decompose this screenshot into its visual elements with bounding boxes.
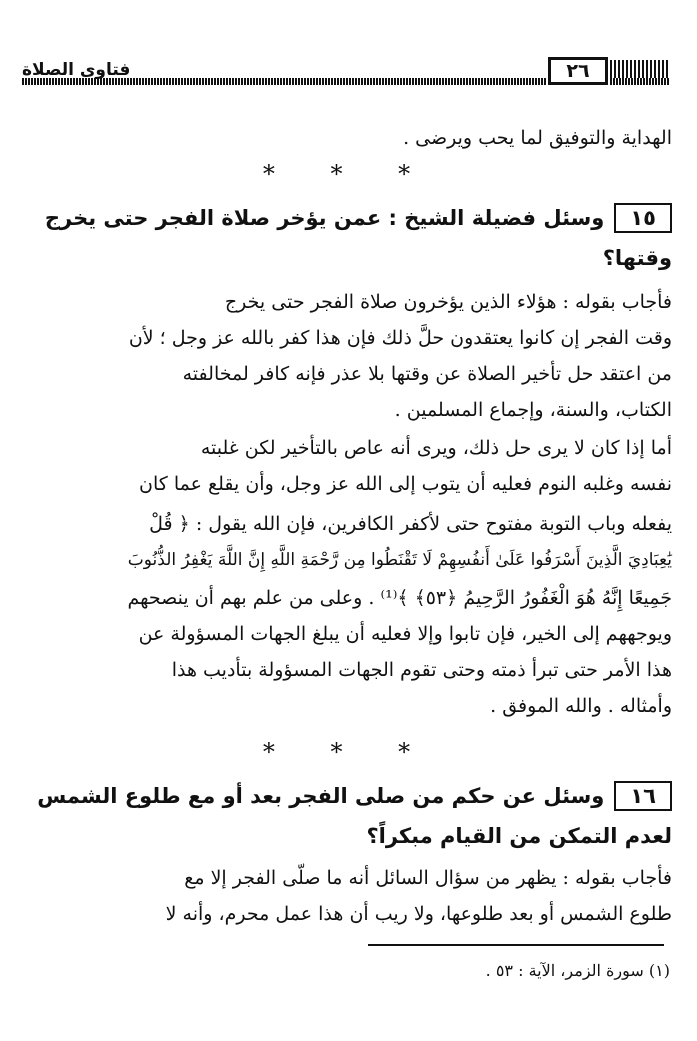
question-title-cont: وقتها؟ xyxy=(602,246,672,270)
question-number-box: ١٥ xyxy=(614,203,672,233)
answer-line: طلوع الشمس أو بعد طلوعها، ولا ريب أن هذا عمل محرم، وأنه لا xyxy=(165,903,672,925)
quran-verse-line: يَٰعِبَادِيَ الَّذِينَ أَسْرَفُوا عَلَىٰ أَنفُسِهِمْ لَا تَقْنَطُوا مِن رَّحْمَةِ اللَّهِ إِنَّ اللَّهَ يَغْفِرُ الذُّنُوبَ xyxy=(127,550,672,570)
section-separator: * * * xyxy=(262,738,435,766)
question-15-heading xyxy=(42,200,672,236)
answer-line: جَمِيعًا إِنَّهُ هُوَ الْغَفُورُ الرَّحِيمُ ﴿٥٣﴾ ﴾⁽¹⁾ . وعلى من علم بهم أن ينصحهم xyxy=(127,587,672,609)
answer-line: من اعتقد حل تأخير الصلاة عن وقتها بلا عذر فإنه كافر لمخالفته xyxy=(182,363,672,385)
answer-line: أما إذا كان لا يرى حل ذلك، ويرى أنه عاص بالتأخير لكن غلبته xyxy=(200,437,672,459)
question-number-box: ١٦ xyxy=(614,781,672,811)
answer-line: ويوجههم إلى الخير، فإن تابوا وإلا فعليه أن يبلغ الجهات المسؤولة عن xyxy=(138,623,672,645)
answer-line: هذا الأمر حتى تبرأ ذمته وحتى تقوم الجهات المسؤولة بتأديب هذا xyxy=(171,659,672,681)
footnote-rule xyxy=(368,944,664,946)
answer-line: وقت الفجر إن كانوا يعتقدون حلَّ ذلك فإن هذا كفر بالله عز وجل ؛ لأن xyxy=(128,327,672,349)
answer-line: نفسه وغلبه النوم فعليه أن يتوب إلى الله عز وجل، وأن يقلع عما كان xyxy=(139,473,672,495)
answer-line: فأجاب بقوله : هؤلاء الذين يؤخرون صلاة الفجر حتى يخرج xyxy=(224,291,672,313)
question-title-cont: لعدم التمكن من القيام مبكراً؟ xyxy=(366,824,672,848)
running-book-title: فتاوى الصلاة xyxy=(22,60,131,80)
answer-line: الكتاب، والسنة، وإجماع المسلمين . xyxy=(394,399,672,421)
body-line: الهداية والتوفيق لما يحب ويرضى . xyxy=(403,127,672,149)
header-rule-right xyxy=(610,78,670,85)
footnote: (١) سورة الزمر، الآية : ٥٣ . xyxy=(485,961,670,980)
question-16-heading xyxy=(37,778,672,814)
answer-line: يفعله وباب التوبة مفتوح حتى لأكفر الكافرين، فإن الله يقول : ﴿ قُلْ xyxy=(149,513,672,535)
section-separator: * * * xyxy=(262,160,435,188)
question-title: وسئل فضيلة الشيخ : عمن يؤخر صلاة الفجر حتى يخرج xyxy=(44,206,605,230)
answer-line: وأمثاله . والله الموفق . xyxy=(490,695,672,717)
question-title: وسئل عن حكم من صلى الفجر بعد أو مع طلوع الشمس xyxy=(37,784,605,808)
answer-line: فأجاب بقوله : يظهر من سؤال السائل أنه ما صلّى الفجر إلا مع xyxy=(184,867,672,889)
page-number: ٢٦ xyxy=(548,57,608,85)
